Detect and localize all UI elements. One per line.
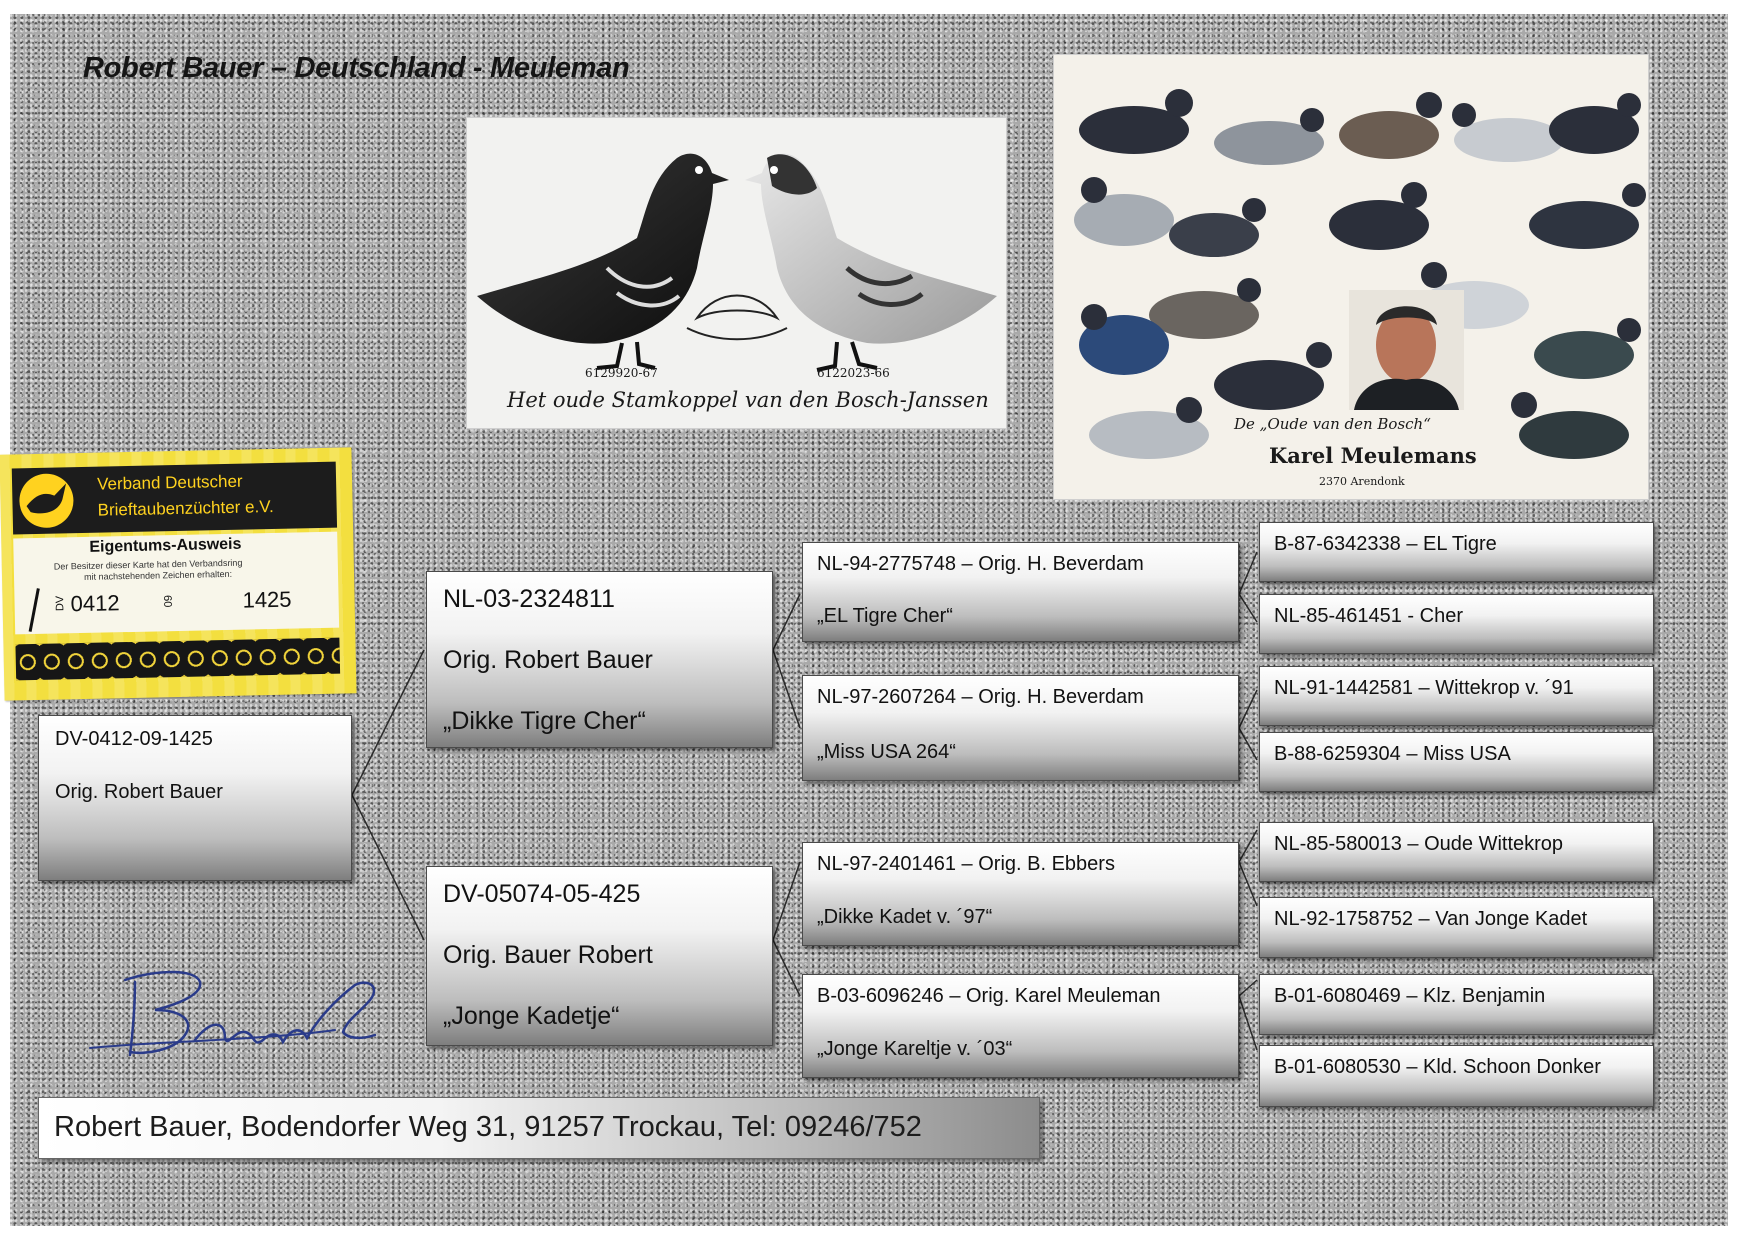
connector-gp4-ggp7 — [1239, 980, 1257, 996]
collage-caption-address: 2370 Arendonk — [1319, 475, 1405, 488]
connector-gp1-ggp1 — [1239, 552, 1257, 594]
great-grandparent-box-7 — [1259, 974, 1654, 1035]
connector-subject-dam — [352, 795, 424, 940]
great-grandparent-box-4 — [1259, 732, 1654, 792]
great-grandparent-5: NL-85-580013 – Oude Wittekrop — [1274, 833, 1564, 855]
sire-ring: NL-03-2324811 — [443, 585, 615, 613]
connector-gp1-ggp2 — [1239, 594, 1257, 622]
great-grandparent-2: NL-85-461451 - Cher — [1274, 605, 1463, 627]
card-org-line2: Brieftaubenzüchter e.V. — [97, 496, 274, 520]
grandparent-4-name: „Jonge Kareltje v. ´03“ — [817, 1038, 1013, 1060]
sire-box — [426, 571, 773, 748]
great-grandparent-7: B-01-6080469 – Klz. Benjamin — [1274, 985, 1546, 1007]
sire-name: „Dikke Tigre Cher“ — [443, 707, 646, 735]
great-grandparent-8: B-01-6080530 – Kld. Schoon Donker — [1274, 1056, 1601, 1078]
grandparent-2-line: NL-97-2607264 – Orig. H. Beverdam — [817, 686, 1144, 708]
grandparent-box-3 — [802, 842, 1239, 946]
connector-gp4-ggp8 — [1239, 996, 1257, 1050]
connector-sire-gp1 — [773, 594, 800, 650]
contact-address: Robert Bauer, Bodendorfer Weg 31, 91257 Trockau, Tel: 09246/752 — [54, 1111, 922, 1143]
card-prefix: DV — [54, 595, 67, 612]
connector-gp2-ggp3 — [1239, 690, 1257, 728]
card-ring: 1425 — [242, 586, 292, 613]
great-grandparent-6: NL-92-1758752 – Van Jonge Kadet — [1274, 908, 1588, 930]
photo-caption: Het oude Stamkoppel van den Bosch-Janssen — [507, 388, 989, 412]
card-number: 0412 — [70, 590, 120, 617]
handwritten-signature — [85, 960, 405, 1070]
right-ring-number: 6122023-66 — [817, 366, 890, 380]
great-grandparent-box-2 — [1259, 594, 1654, 654]
great-grandparent-box-8 — [1259, 1045, 1654, 1107]
dam-ring: DV-05074-05-425 — [443, 880, 641, 908]
card-org-line1: Verband Deutscher — [96, 471, 243, 494]
subject-origin: Orig. Robert Bauer — [55, 781, 223, 803]
grandparent-box-2 — [802, 675, 1239, 781]
left-ring-number: 6129920-67 — [585, 366, 658, 380]
collage-caption-name: Karel Meulemans — [1269, 443, 1477, 468]
grandparent-2-name: „Miss USA 264“ — [817, 741, 956, 763]
great-grandparent-3: NL-91-1442581 – Wittekrop v. ´91 — [1274, 677, 1574, 699]
contact-footer — [38, 1097, 1040, 1159]
connector-dam-gp3 — [773, 862, 800, 940]
connector-sire-gp2 — [773, 650, 800, 728]
great-grandparent-box-1 — [1259, 522, 1654, 582]
card-note-line1: Der Besitzer dieser Karte hat den Verbandsring — [53, 557, 243, 572]
connector-gp3-ggp6 — [1239, 862, 1257, 906]
grandparent-box-1 — [802, 542, 1239, 642]
collage-caption-top: De „Oude van den Bosch“ — [1234, 415, 1431, 433]
connector-gp3-ggp5 — [1239, 830, 1257, 862]
connector-subject-sire — [352, 650, 424, 795]
great-grandparent-1: B-87-6342338 – EL Tigre — [1274, 533, 1497, 555]
connector-gp2-ggp4 — [1239, 728, 1257, 760]
connector-dam-gp4 — [773, 940, 800, 996]
sire-origin: Orig. Robert Bauer — [443, 646, 653, 674]
card-title: Eigentums-Ausweis — [89, 535, 242, 556]
great-grandparent-box-3 — [1259, 666, 1654, 726]
great-grandparent-4: B-88-6259304 – Miss USA — [1274, 743, 1511, 765]
dam-box — [426, 866, 773, 1046]
page-title: Robert Bauer – Deutschland - Meuleman — [83, 52, 630, 84]
card-year: 09 — [162, 594, 175, 608]
grandparent-1-line: NL-94-2775748 – Orig. H. Beverdam — [817, 553, 1144, 575]
grandparent-box-4 — [802, 974, 1239, 1078]
dam-origin: Orig. Bauer Robert — [443, 941, 653, 969]
grandparent-3-line: NL-97-2401461 – Orig. B. Ebbers — [817, 853, 1115, 875]
grandparent-1-name: „EL Tigre Cher“ — [817, 605, 953, 627]
subject-box — [38, 715, 352, 881]
subject-ring: DV-0412-09-1425 — [55, 728, 213, 750]
great-grandparent-box-6 — [1259, 897, 1654, 958]
great-grandparent-box-5 — [1259, 822, 1654, 882]
card-note-line2: mit nachstehenden Zeichen erhalten: — [83, 568, 233, 582]
dam-name: „Jonge Kadetje“ — [443, 1002, 620, 1030]
grandparent-3-name: „Dikke Kadet v. ´97“ — [817, 906, 993, 928]
grandparent-4-line: B-03-6096246 – Orig. Karel Meuleman — [817, 985, 1161, 1007]
